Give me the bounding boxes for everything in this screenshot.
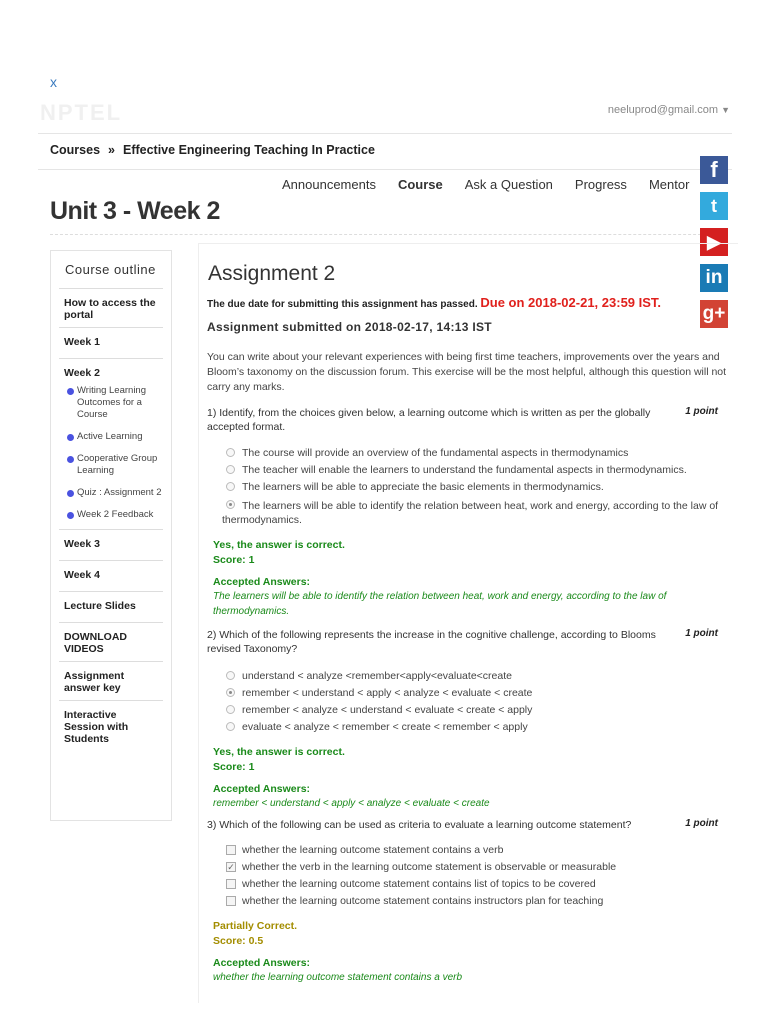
page-title: Unit 3 - Week 2 [50, 197, 220, 225]
sidebar-subitem-label: Week 2 Feedback [77, 509, 154, 520]
option-checkbox[interactable] [226, 877, 738, 891]
option-label: whether the learning outcome statement contains instructors plan for teaching [242, 895, 604, 907]
youtube-icon[interactable]: ▶ [700, 228, 728, 256]
assignment-panel [198, 243, 738, 1003]
sidebar-item-download-videos[interactable]: DOWNLOAD VIDEOS [59, 623, 163, 662]
radio-icon[interactable] [226, 705, 235, 714]
option-label: The teacher will enable the learners to understand the fundamental aspects in thermodynamics. [242, 464, 687, 476]
course-outline-sidebar [50, 250, 172, 821]
week2-sublist [59, 381, 163, 530]
sidebar-subitem[interactable] [67, 509, 163, 521]
twitter-icon[interactable]: t [700, 192, 728, 220]
sidebar-item-week2[interactable]: Week 2 [64, 367, 100, 379]
site-logo[interactable]: NPTEL [40, 100, 123, 125]
sidebar-subitem-label: Writing Learning Outcomes for a Course [77, 385, 147, 420]
submission-status: Assignment submitted on 2018-02-17, 14:13 IST [207, 320, 492, 334]
option-label: The learners will be able to identify the relation between heat, work and energy, according to the law of thermodynamics. [222, 500, 719, 526]
google-plus-icon[interactable]: g+ [700, 300, 728, 328]
option-label: whether the learning outcome statement contains a verb [242, 844, 504, 856]
nav-progress[interactable]: Progress [574, 177, 627, 192]
nav-course[interactable]: Course [397, 177, 443, 192]
bullet-icon [67, 490, 74, 497]
option-radio[interactable] [226, 703, 738, 717]
course-nav [282, 177, 711, 192]
question-points: 1 point [685, 628, 718, 639]
checkbox-icon[interactable] [226, 879, 236, 889]
radio-icon[interactable] [226, 722, 235, 731]
option-label: evaluate < analyze < remember < create < remember < apply [242, 721, 528, 733]
bullet-icon [67, 512, 74, 519]
sidebar-subitem[interactable] [67, 385, 163, 421]
sidebar-item-week4[interactable]: Week 4 [59, 561, 163, 592]
sidebar-item-access-portal[interactable]: How to access the portal [59, 289, 163, 328]
result-status: Yes, the answer is correct. [213, 539, 345, 551]
question-text: 1) Identify, from the choices given below, a learning outcome which is written as per the globally accepted format. [207, 407, 651, 433]
sidebar-item-week3[interactable]: Week 3 [59, 530, 163, 561]
nav-ask-question[interactable]: Ask a Question [464, 177, 553, 192]
accepted-answers-label: Accepted Answers: [213, 576, 311, 588]
close-icon[interactable]: x [50, 74, 57, 90]
breadcrumb [50, 143, 375, 157]
bullet-icon [67, 388, 74, 395]
option-label: The learners will be able to appreciate the basic elements in thermodynamics. [242, 481, 604, 493]
assignment-intro: You can write about your relevant experiences with being first time teachers, improvements over the years and Bloom’s taxonomy on the discussion forum. This exercise will be the most helpful, although this question will not carry any marks. [207, 351, 727, 393]
question-points: 1 point [685, 406, 718, 417]
sidebar-item-interactive-session[interactable]: Interactive Session with Students [64, 709, 129, 745]
option-radio[interactable] [226, 669, 738, 683]
bullet-icon [67, 434, 74, 441]
sidebar-subitem[interactable] [67, 487, 163, 499]
question-result [207, 539, 738, 619]
user-menu[interactable] [608, 104, 730, 116]
option-radio[interactable] [226, 463, 738, 477]
breadcrumb-separator: » [108, 143, 115, 157]
result-score: Score: 0.5 [213, 935, 264, 947]
question-1 [207, 406, 738, 619]
option-radio-selected[interactable] [222, 497, 738, 527]
user-email: neeluprod@gmail.com [607, 104, 719, 116]
breadcrumb-course[interactable]: Effective Engineering Teaching In Practice [122, 143, 375, 157]
result-score: Score: 1 [213, 761, 255, 773]
question-2 [207, 628, 738, 811]
option-checkbox-checked[interactable] [226, 860, 738, 874]
sidebar-item-lecture-slides[interactable]: Lecture Slides [59, 592, 163, 623]
nav-mentor[interactable]: Mentor [648, 177, 690, 192]
sidebar-subitem-label: Cooperative Group Learning [77, 453, 158, 476]
option-radio[interactable] [226, 720, 738, 734]
breadcrumb-courses[interactable]: Courses [50, 143, 101, 157]
radio-selected-icon[interactable] [226, 500, 235, 509]
option-label: whether the verb in the learning outcome statement is observable or measurable [242, 861, 617, 873]
option-label: remember < analyze < understand < evaluate < create < apply [242, 704, 533, 716]
sidebar-heading: Course outline [59, 251, 163, 289]
sidebar-item-week1[interactable]: Week 1 [59, 328, 163, 359]
option-checkbox[interactable] [226, 843, 738, 857]
result-status: Yes, the answer is correct. [213, 746, 345, 758]
accepted-answers-label: Accepted Answers: [213, 783, 311, 795]
title-divider [50, 234, 726, 235]
checkbox-icon[interactable] [226, 896, 236, 906]
due-passed-text: The due date for submitting this assignment has passed. [207, 299, 478, 310]
options-list [207, 446, 738, 527]
sidebar-subitem[interactable] [67, 453, 163, 477]
due-date: Due on 2018-02-21, 23:59 IST. [480, 295, 662, 310]
result-score: Score: 1 [213, 554, 255, 566]
accepted-answers-label: Accepted Answers: [213, 957, 311, 969]
sidebar-subitem-label: Active Learning [77, 431, 143, 442]
radio-selected-icon[interactable] [226, 688, 235, 697]
facebook-icon[interactable]: f [700, 156, 728, 184]
question-text: 3) Which of the following can be used as criteria to evaluate a learning outcome statement? [207, 819, 632, 831]
linkedin-icon[interactable]: in [700, 264, 728, 292]
question-result [207, 746, 738, 811]
breadcrumb-divider [38, 169, 732, 170]
sidebar-subitem[interactable] [67, 431, 163, 443]
option-radio[interactable] [226, 480, 738, 494]
assignment-title: Assignment 2 [208, 262, 336, 285]
question-text: 2) Which of the following represents the increase in the cognitive challenge, according to Blooms revised Taxonomy? [207, 629, 656, 655]
sidebar-item-answer-key[interactable]: Assignment answer key [59, 662, 163, 701]
question-3 [207, 818, 738, 985]
option-label: remember < understand < apply < analyze < evaluate < create [242, 687, 533, 699]
radio-icon[interactable] [226, 482, 235, 491]
accepted-answer: whether the learning outcome statement contains a verb [213, 972, 463, 983]
accepted-answer: The learners will be able to identify the relation between heat, work and energy, according to the law of thermodynamics. [213, 591, 667, 617]
chevron-down-icon: ▼ [721, 105, 730, 115]
option-radio-selected[interactable] [226, 686, 738, 700]
options-list [207, 669, 738, 734]
bullet-icon [67, 456, 74, 463]
options-list [207, 843, 738, 908]
option-checkbox[interactable] [226, 894, 738, 908]
due-notice [207, 295, 738, 310]
radio-icon[interactable] [226, 465, 235, 474]
result-status: Partially Correct. [213, 920, 298, 932]
option-radio[interactable] [226, 446, 738, 460]
checkbox-icon[interactable] [226, 845, 236, 855]
radio-icon[interactable] [226, 671, 235, 680]
option-label: understand < analyze <remember<apply<evaluate<create [242, 670, 512, 682]
question-points: 1 point [685, 818, 718, 829]
question-result [207, 920, 738, 985]
nav-announcements[interactable]: Announcements [282, 177, 376, 192]
accepted-answer: remember < understand < apply < analyze < evaluate < create [213, 798, 490, 809]
sidebar-subitem-label: Quiz : Assignment 2 [77, 487, 162, 498]
radio-icon[interactable] [226, 448, 235, 457]
option-label: The course will provide an overview of the fundamental aspects in thermodynamics [242, 447, 629, 459]
header-divider [38, 133, 732, 134]
checkbox-checked-icon[interactable]: ✓ [227, 862, 235, 872]
option-label: whether the learning outcome statement contains list of topics to be covered [242, 878, 596, 890]
